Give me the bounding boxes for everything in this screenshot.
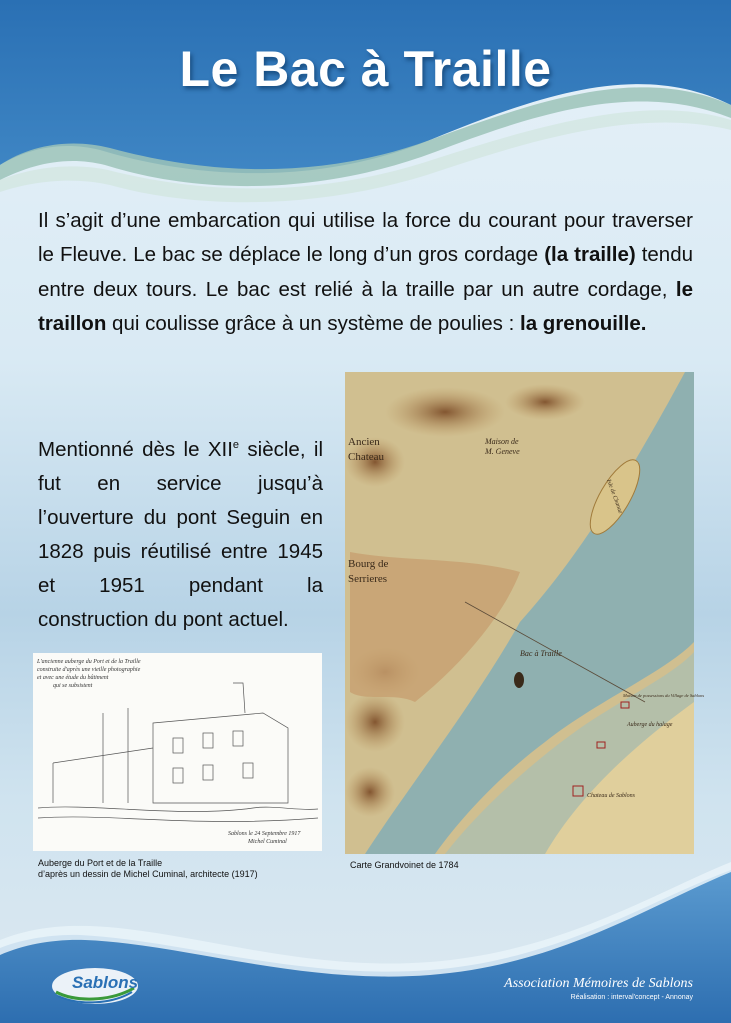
map-label-auberge: Auberge du halage <box>627 722 673 728</box>
sketch-note-1: L'ancienne auberge du Port et de la Traille <box>37 659 141 665</box>
sketch-caption-line-1: Auberge du Port et de la Traille <box>38 858 163 868</box>
map-label-serrieres: Serrieres <box>348 573 388 585</box>
footer-credits <box>504 976 693 1001</box>
map-label-bac: Bac à Traille <box>520 649 562 658</box>
map-label-ile: Isle de Chanaz <box>605 478 623 515</box>
intro-bold-traillon: le traillon <box>38 277 693 336</box>
sketch-signature-1: Sablons le 24 Septembre 1917 <box>228 831 301 837</box>
map-label-chateau-sablons: Chateau de Sablons <box>587 793 635 799</box>
intro-text-2: tendu entre deux tours. Le bac est relié à la traille par un autre cordage, <box>38 243 693 301</box>
sketch-caption <box>38 858 328 880</box>
history-text-1: Mentionné dès le XII <box>38 437 233 461</box>
grandvoinet-map-image <box>345 372 705 854</box>
sketch-note-4: qui se subsistent <box>53 683 93 689</box>
sketch-caption-line-2: d’après un dessin de Michel Cuminal, architecte (1917) <box>38 869 258 879</box>
map-label-bourg: Bourg de <box>348 558 389 570</box>
sketch-note-2: construite d'après une vieille photographie <box>37 667 141 673</box>
century-superscript: e <box>232 439 240 451</box>
auberge-sketch-image <box>33 653 322 851</box>
page-title: Le Bac à Traille <box>179 41 552 97</box>
map-caption: Carte Grandvoinet de 1784 <box>350 860 459 870</box>
map-label-maison2: M. Geneve <box>485 447 520 456</box>
intro-bold-grenouille: la grenouille. <box>520 312 647 336</box>
intro-text-3: qui coulisse grâce à un système de poulies : <box>106 312 520 336</box>
map-label-maisons-sablons: Maison de possessions du Village de Sablons <box>623 693 705 698</box>
association-name: Association Mémoires de Sablons <box>504 976 693 991</box>
ferry-boat-icon <box>514 672 524 688</box>
intro-bold-traille: (la traille) <box>544 243 636 267</box>
history-text-last: construction du pont actuel. <box>38 607 289 631</box>
sablons-logo <box>50 962 140 1006</box>
map-label-ancien: Ancien <box>348 436 380 448</box>
intro-text-1: Il s’agit d’une embarcation qui utilise la force du courant pour traverser le Fleuve. Le bac se déplace le long d’un gros cordage <box>38 209 693 267</box>
history-text-2: siècle, il fut en service jusqu’à l’ouverture du pont Seguin en 1828 puis réutilisé entre 1945 et 1951 pendant la <box>38 437 323 597</box>
intro-paragraph <box>38 204 693 342</box>
logo-text: Sablons <box>72 973 139 992</box>
sketch-signature-2: Michel Cuminal <box>248 839 287 845</box>
map-label-chateau: Chateau <box>348 451 385 463</box>
sketch-note-3: et avec une étude du bâtiment <box>37 675 109 681</box>
realisation-credit: Réalisation : interval'concept - Annonay <box>570 994 693 1001</box>
map-label-maison: Maison de <box>485 437 519 446</box>
history-paragraph <box>38 428 323 637</box>
